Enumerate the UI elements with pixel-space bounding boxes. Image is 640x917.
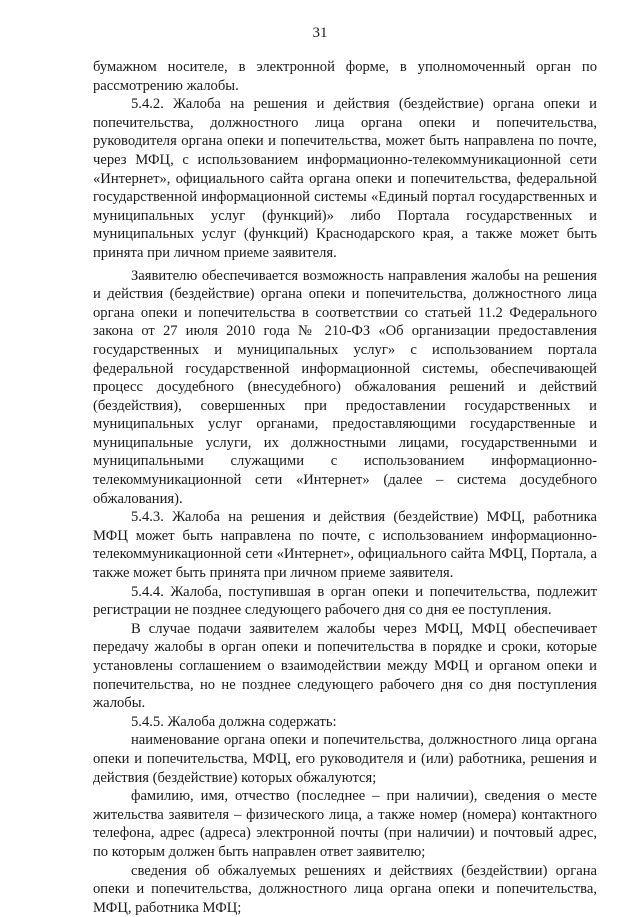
paragraph-complaint-system: Заявителю обеспечивается возможность направления жалобы на решения и действия (бездействие) органа опеки и попечительства, должностного лица органа опеки и попечительства в соответствии со статьей 11.2 Федерального закона от 27 июля 2010 года № 210-ФЗ «Об организации предоставления государственных и муниципальных услуг» с использованием портала федеральной государственной информационной системы, обеспечивающей процесс досудебного (внесудебного) обжалования решений и действий (бездействия), совершенных при предоставлении государственных и муниципальных услуг органами, предоставляющими государственные и муниципальные услуги, их должностными лицами, государственными и муниципальными служащими с использованием информационно-телекоммуникационной сети «Интернет» (далее – система досудебного обжалования). <box>93 267 597 507</box>
list-item-applicant-info: фамилию, имя, отчество (последнее – при наличии), сведения о месте жительства заявителя – физического лица, а также номер (номера) контактного телефона, адрес (адреса) электронной почты (при наличии) и почтовый адрес, по которым должен быть направлен ответ заявителю; <box>93 788 597 860</box>
paragraph-5-4-5: 5.4.5. Жалоба должна содержать: <box>131 713 337 730</box>
page-number: 31 <box>312 25 328 41</box>
paragraph-5-4-3: 5.4.3. Жалоба на решения и действия (бездействие) МФЦ, работника МФЦ может быть направлена по почте, с использованием информационно-телекоммуникационной сети «Интернет», официального сайта МФЦ, Портала, а также может быть принята при личном приеме заявителя. <box>93 509 597 582</box>
list-item-organ-name: наименование органа опеки и попечительства, должностного лица органа опеки и попечительства, МФЦ, его руководителя и (или) работника, решения и действия (бездействие) которых обжалуются; <box>93 732 597 786</box>
document-body <box>93 58 597 917</box>
paragraph-5-4-4: 5.4.4. Жалоба, поступившая в орган опеки и попечительства, подлежит регистрации не позднее следующего рабочего дня со дня ее поступления. <box>93 583 597 619</box>
paragraph-continuation: бумажном носителе, в электронной форме, в уполномоченный орган по рассмотрению жалобы. <box>93 59 597 94</box>
paragraph-5-4-2: 5.4.2. Жалоба на решения и действия (бездействие) органа опеки и попечительства, должностного лица органа опеки и попечительства, руководителя органа опеки и попечительства, может быть направлена по почте, через МФЦ, с использованием информационно-телекоммуникационной сети «Интернет», официального сайта органа опеки и попечительства, федеральной государственной информационной системы «Единый портал государственных и муниципальных услуг (функций)» либо Портала государственных и муниципальных услуг (функций) Краснодарского края, а также может быть принята при личном приеме заявителя. <box>93 96 597 261</box>
list-item-appealed-decisions: сведения об обжалуемых решениях и действиях (бездействии) органа опеки и попечительства, должностного лица органа опеки и попечительства, МФЦ, работника МФЦ; <box>93 862 597 916</box>
paragraph-mfc-transfer: В случае подачи заявителем жалобы через МФЦ, МФЦ обеспечивает передачу жалобы в орган опеки и попечительства в порядке и сроки, которые установлены соглашением о взаимодействии между МФЦ и органом опеки и попечительства, но не позднее следующего рабочего дня со дня поступления жалобы. <box>93 620 597 712</box>
